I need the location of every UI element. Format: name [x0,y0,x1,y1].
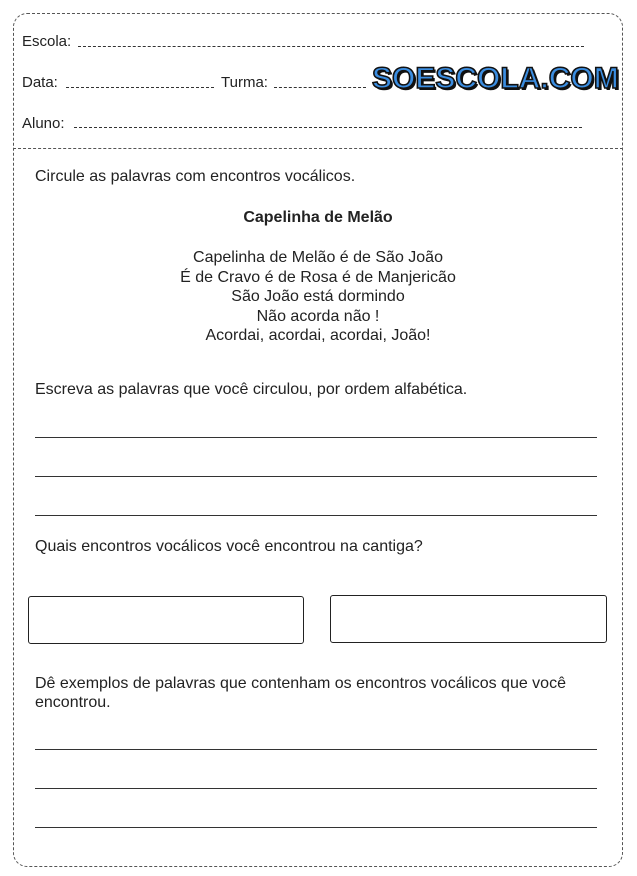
poem-line: Não acorda não ! [256,307,380,325]
school-field[interactable] [78,46,584,47]
exercise4-instruction-line1: Dê exemplos de palavras que contenham os encontros vocálicos que você [35,675,566,692]
class-field[interactable] [274,87,366,88]
poem-title: Capelinha de Melão [243,209,393,226]
exercise4-instruction-line2: encontrou. [35,694,111,711]
answer-box-right[interactable] [330,595,607,643]
answer-box-left[interactable] [28,596,304,644]
school-label: Escola: [22,33,72,50]
exercise3-instruction: Quais encontros vocálicos você encontrou na cantiga? [35,538,423,555]
student-field[interactable] [74,127,582,128]
poem-line: Capelinha de Melão é de São João [193,249,443,266]
date-field[interactable] [66,87,214,88]
answer-line[interactable] [35,827,597,828]
date-label: Data: [22,74,58,91]
answer-line[interactable] [35,437,597,438]
exercise1-instruction: Circule as palavras com encontros vocálicos. [35,168,356,185]
poem-body [30,248,606,346]
answer-line[interactable] [35,788,597,789]
worksheet-border [13,13,623,867]
answer-line[interactable] [35,749,597,750]
answer-line[interactable] [35,515,597,516]
class-label: Turma: [221,74,268,91]
poem-line: São João está dormindo [231,288,405,305]
student-label: Aluno: [22,115,65,132]
answer-line[interactable] [35,476,597,477]
header-separator [13,148,623,149]
poem-line: Acordai, acordai, acordai, João! [205,327,431,344]
exercise2-instruction: Escreva as palavras que você circulou, por ordem alfabética. [35,381,468,398]
poem-line: É de Cravo é de Rosa é de Manjericão [180,268,456,286]
site-logo: SOESCOLA.COM [372,62,619,95]
